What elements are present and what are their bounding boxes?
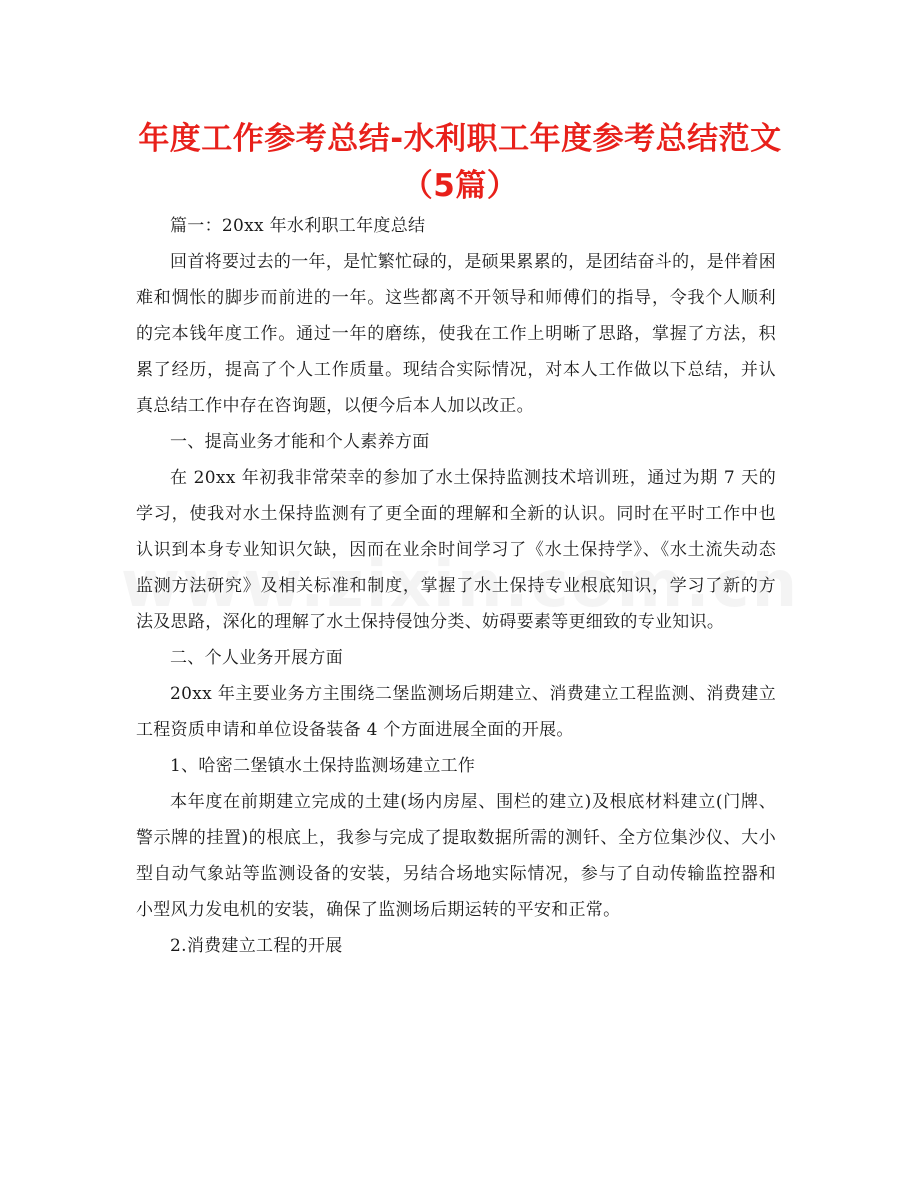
section-heading-part1: 篇一：20xx 年水利职工年度总结 [170,216,426,236]
document-body [136,208,776,964]
paragraph-business-overview: 20xx 年主要业务方主围绕二堡监测场后期建立、消费建立工程监测、消费建立工程资质申请和单位设备装备 4 个方面进展全面的开展。 [136,684,776,740]
paragraph-intro: 回首将要过去的一年，是忙繁忙碌的，是硕果累累的，是团结奋斗的，是伴着困难和惆怅的脚步而前进的一年。这些都离不开领导和师傅们的指导，令我个人顺利的完本钱年度工作。通过一年的磨练，使我在工作上明晰了思路，掌握了方法，积累了经历，提高了个人工作质量。现结合实际情况，对本人工作做以下总结，并认真总结工作中存在咨询题，以便今后本人加以改正。 [136,252,776,416]
paragraph-training: 在 20xx 年初我非常荣幸的参加了水土保持监测技术培训班，通过为期 7 天的学习，使我对水土保持监测有了更全面的理解和全新的认识。同时在平时工作中也认识到本身专业知识欠缺，因而在业余时间学习了《水土保持学》、《水土流失动态监测方法研究》及相关标准和制度，掌握了水土保持专业根底知识，学习了新的方法及思路，深化的理解了水土保持侵蚀分类、妨碍要素等更细致的专业知识。 [136,468,776,632]
document-title-line1: 年度工作参考总结-水利职工年度参考总结范文 [138,121,782,157]
subheading-project-development: 2.消费建立工程的开展 [170,936,343,956]
subheading-monitoring-site: 1、哈密二堡镇水土保持监测场建立工作 [170,756,476,776]
section-heading-skills: 一、提高业务才能和个人素养方面 [170,432,430,452]
section-heading-business: 二、个人业务开展方面 [170,648,343,668]
document-title-line2: （5篇） [401,168,519,204]
paragraph-monitoring-site: 本年度在前期建立完成的土建(场内房屋、围栏的建立)及根底材料建立(门牌、警示牌的挂置)的根底上，我参与完成了提取数据所需的测钎、全方位集沙仪、大小型自动气象站等监测设备的安装，另结合场地实际情况，参与了自动传输监控器和小型风力发电机的安装，确保了监测场后期运转的平安和正常。 [136,792,776,920]
